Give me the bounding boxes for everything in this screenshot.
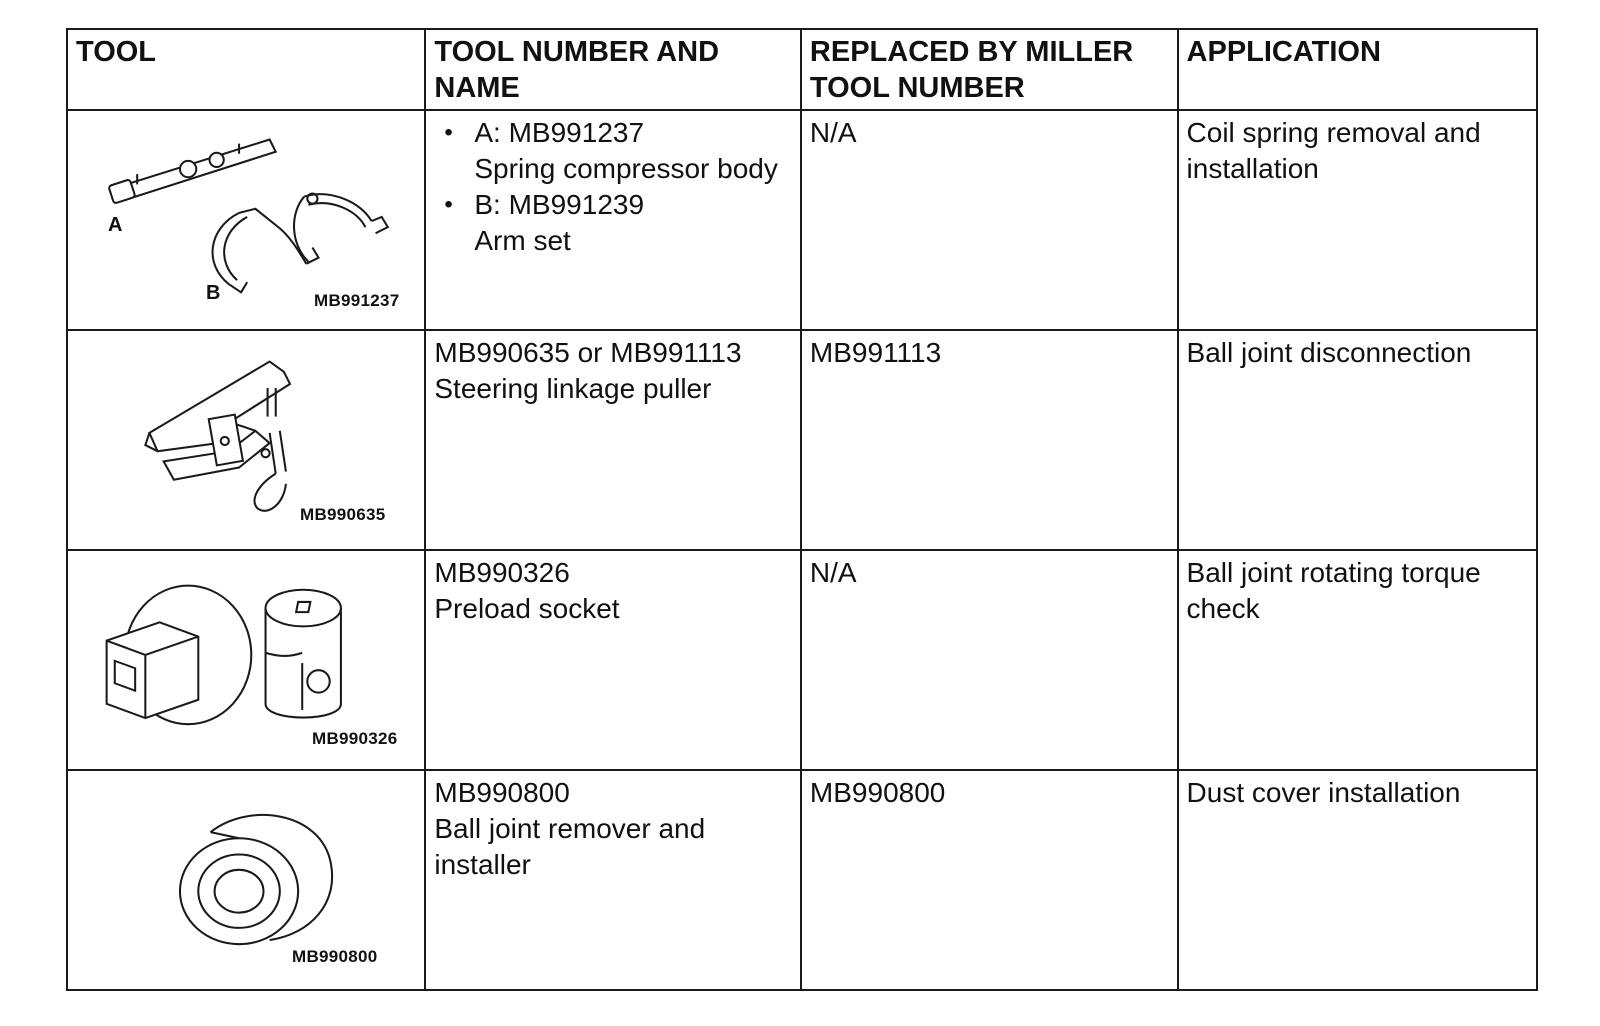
tool-caption: MB990635 <box>300 505 386 524</box>
miller-number-cell: MB990800 <box>801 770 1178 990</box>
special-tools-table <box>66 28 1538 991</box>
tool-name: Preload socket <box>434 593 620 624</box>
miller-number-cell: N/A <box>801 110 1178 330</box>
parts-list <box>434 115 792 259</box>
tool-caption: MB991237 <box>314 291 400 310</box>
list-item <box>474 115 792 187</box>
table-row <box>67 770 1537 990</box>
miller-number-cell: N/A <box>801 550 1178 770</box>
miller-number-cell: MB991113 <box>801 330 1178 550</box>
part-code: • B: MB991239 <box>474 189 645 220</box>
part-a-label: A <box>108 214 123 236</box>
tool-number: MB990800 <box>434 777 570 808</box>
table-row <box>67 330 1537 550</box>
tool-number: MB990635 or MB991113 <box>434 337 742 368</box>
part-code: • A: MB991237 <box>474 117 645 148</box>
tool-illustration-cell <box>67 110 425 330</box>
application-cell: Coil spring removal and installation <box>1178 110 1537 330</box>
tool-number-name-cell <box>425 110 801 330</box>
part-name: Spring compressor body <box>474 153 778 184</box>
tool-name: Steering linkage puller <box>434 373 712 404</box>
header-tool: TOOL <box>67 29 425 110</box>
header-application: APPLICATION <box>1178 29 1537 110</box>
application-cell: Ball joint disconnection <box>1178 330 1537 550</box>
header-miller-number: REPLACED BY MILLER TOOL NUMBER <box>801 29 1178 110</box>
tool-number: MB990326 <box>434 557 570 588</box>
header-row <box>67 29 1537 110</box>
application-cell: Ball joint rotating torque check <box>1178 550 1537 770</box>
tool-number-name-cell <box>425 770 801 990</box>
tool-illustration-cell <box>67 770 425 990</box>
tool-illustration-cell <box>67 550 425 770</box>
table-row <box>67 110 1537 330</box>
header-tool-number-name: TOOL NUMBER AND NAME <box>425 29 801 110</box>
tool-number-name-cell <box>425 550 801 770</box>
application-cell: Dust cover installation <box>1178 770 1537 990</box>
tool-illustration-cell <box>67 330 425 550</box>
tool-caption: MB990800 <box>292 947 378 966</box>
tool-number-name-cell <box>425 330 801 550</box>
list-item <box>474 187 792 259</box>
part-name: Arm set <box>474 225 571 256</box>
table-row <box>67 550 1537 770</box>
tool-caption: MB990326 <box>312 729 398 748</box>
tool-name: Ball joint remover and installer <box>434 813 706 880</box>
part-b-label: B <box>206 282 221 304</box>
